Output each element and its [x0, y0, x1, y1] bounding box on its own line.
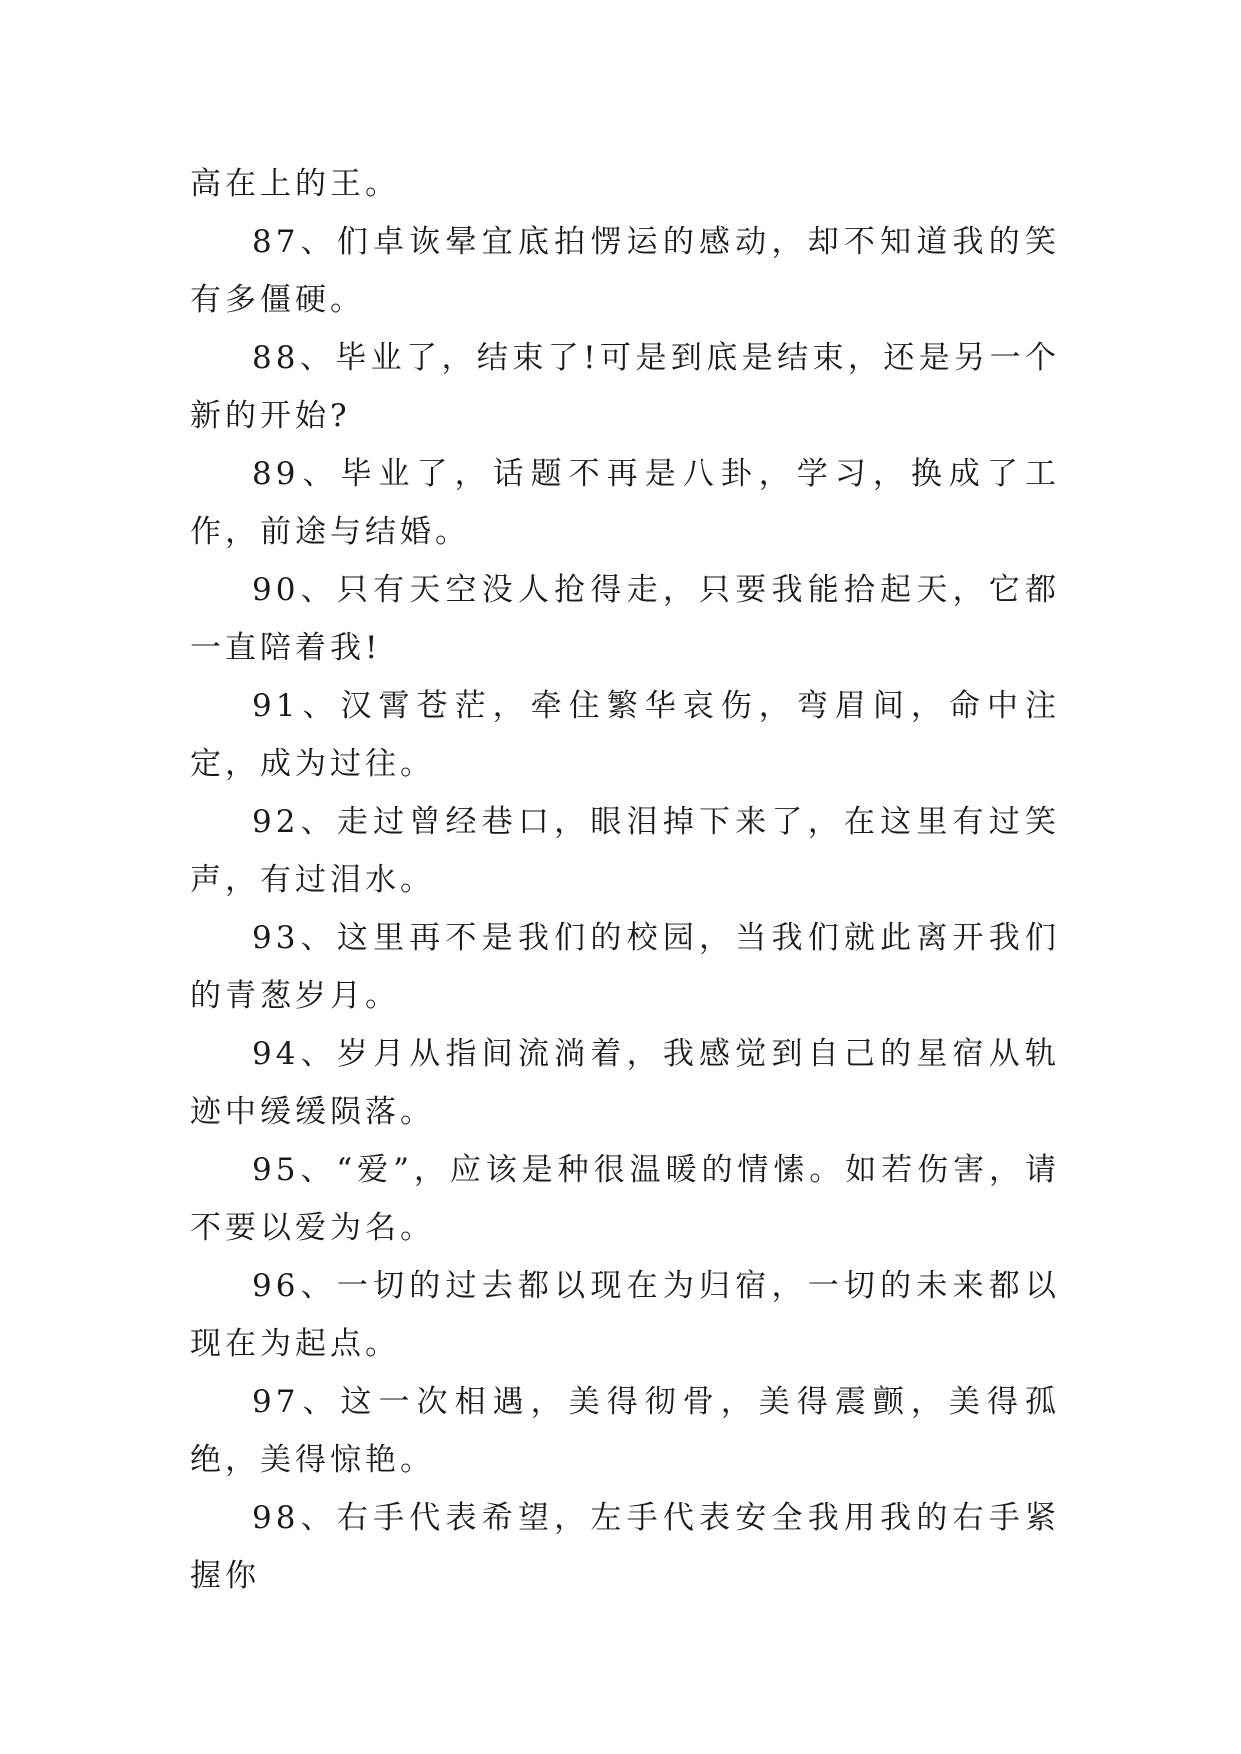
paragraph-91: 91、汉霄苍茫，牵住繁华哀伤，弯眉间，命中注定，成为过往。 [190, 688, 1060, 782]
paragraph-93: 93、这里再不是我们的校园，当我们就此离开我们的青葱岁月。 [190, 920, 1060, 1014]
paragraph-95: 95、“爱”，应该是种很温暖的情愫。如若伤害，请不要以爱为名。 [190, 1152, 1060, 1246]
paragraph-90: 90、只有天空没人抢得走，只要我能拾起天，它都一直陪着我! [190, 572, 1060, 666]
paragraph-94: 94、岁月从指间流淌着，我感觉到自己的星宿从轨迹中缓缓陨落。 [190, 1036, 1060, 1130]
paragraph-98: 98、右手代表希望，左手代表安全我用我的右手紧握你 [190, 1500, 1060, 1594]
paragraph-continued: 高在上的王。 [190, 166, 400, 202]
paragraph-96: 96、一切的过去都以现在为归宿，一切的未来都以现在为起点。 [190, 1268, 1060, 1362]
paragraph-92: 92、走过曾经巷口，眼泪掉下来了，在这里有过笑声，有过泪水。 [190, 804, 1060, 898]
paragraph-89: 89、毕业了，话题不再是八卦，学习，换成了工作，前途与结婚。 [190, 456, 1060, 550]
document-body [190, 155, 1060, 1605]
paragraph-97: 97、这一次相遇，美得彻骨，美得震颤，美得孤绝，美得惊艳。 [190, 1384, 1060, 1478]
paragraph-88: 88、毕业了，结束了!可是到底是结束，还是另一个新的开始? [190, 340, 1060, 434]
paragraph-87: 87、们卓诙晕宜底拍愣运的感动，却不知道我的笑有多僵硬。 [190, 224, 1060, 318]
